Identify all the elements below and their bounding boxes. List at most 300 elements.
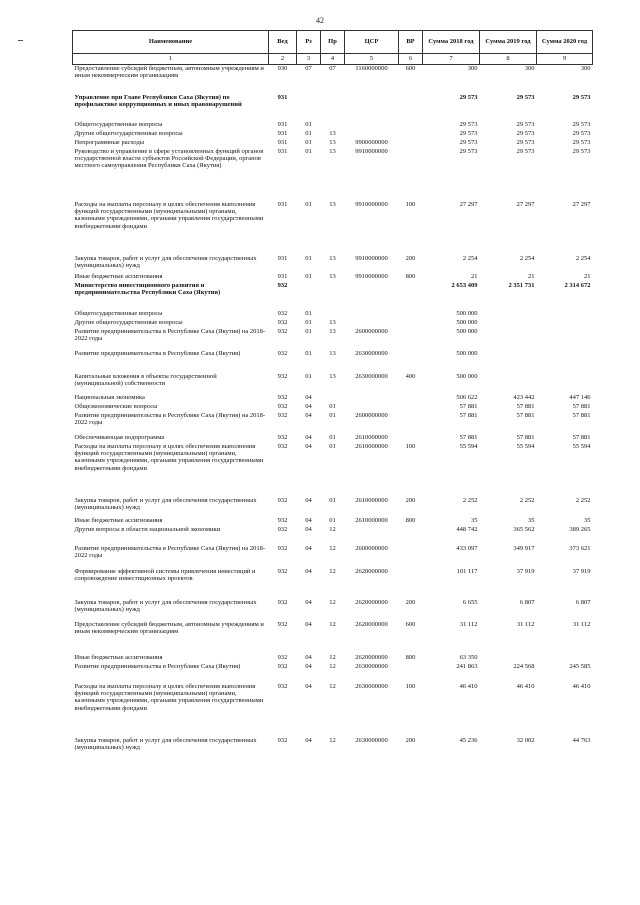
- row-csr: 2630000000: [355, 736, 388, 744]
- row-csr: 2600000000: [355, 411, 388, 419]
- row-sum-2019: [480, 310, 537, 319]
- table-row: [73, 599, 593, 617]
- row-rz: 01: [305, 200, 312, 208]
- table-row: [73, 526, 593, 535]
- row-sum-2018: 2 653 409: [451, 281, 478, 289]
- row-rz: 04: [305, 598, 312, 606]
- table-row: [73, 654, 593, 663]
- row-name: Развитие предпринимательства в Республике Саха (Якутия) на 2018-2022 годы: [74, 327, 266, 343]
- table-row: [73, 545, 593, 563]
- row-pr: [321, 310, 345, 319]
- row-rz: 04: [305, 442, 312, 450]
- row-sum-2018: 506 622: [456, 393, 478, 401]
- row-ved: 932: [277, 598, 288, 606]
- row-rz: 04: [305, 567, 312, 575]
- row-sum-2020: [537, 373, 593, 391]
- row-csr: 9910000000: [355, 254, 388, 262]
- table-row: [73, 663, 593, 681]
- row-csr: 2610000000: [355, 442, 388, 450]
- table-row: [73, 403, 593, 412]
- row-vr: [399, 139, 423, 148]
- column-number: 9: [537, 54, 593, 65]
- column-number: 3: [297, 54, 321, 65]
- row-pr: 12: [329, 598, 336, 606]
- table-row: [73, 394, 593, 403]
- row-sum-2019: 29 573: [516, 138, 535, 146]
- row-rz: 01: [305, 147, 312, 155]
- row-pr: [321, 282, 345, 300]
- row-name: Непрограммные расходы: [74, 138, 145, 146]
- row-sum-2020: 447 146: [569, 393, 591, 401]
- row-spacer: [73, 80, 593, 94]
- row-pr: 01: [329, 433, 336, 441]
- row-rz: 01: [305, 309, 312, 317]
- row-csr: 2630000000: [355, 682, 388, 690]
- row-ved: 932: [277, 653, 288, 661]
- row-rz: 04: [305, 525, 312, 533]
- table-row: [73, 412, 593, 430]
- row-pr: 12: [329, 662, 336, 670]
- row-csr: 2630000000: [355, 372, 388, 380]
- row-name: Закупка товаров, работ и услуг для обеспечения государственных (муниципальных) нужд: [74, 736, 257, 752]
- row-ved: 931: [277, 93, 288, 101]
- table-row: [73, 568, 593, 595]
- row-name: Расходы на выплаты персоналу в целях обеспечения выполнения функций государственными (муниципальными) органами, казенными учреждениями, органами управления государственными внебюджетными фондами: [74, 200, 264, 230]
- row-ved: 930: [277, 65, 288, 72]
- row-spacer: [73, 639, 593, 654]
- table-row: [73, 497, 593, 515]
- row-sum-2020: 35: [584, 516, 591, 524]
- row-pr: 12: [329, 653, 336, 661]
- row-sum-2020: 57 881: [572, 433, 591, 441]
- row-sum-2019: 57 881: [516, 411, 535, 419]
- row-vr: 100: [405, 682, 416, 690]
- row-sum-2020: 37 919: [572, 567, 591, 575]
- table-row: [73, 517, 593, 526]
- row-sum-2020: 27 297: [572, 200, 591, 208]
- row-sum-2020: 46 410: [572, 682, 591, 690]
- row-sum-2019: 423 442: [513, 393, 535, 401]
- row-rz: 01: [305, 272, 312, 280]
- row-csr: 2600000000: [355, 544, 388, 552]
- column-header-ved: Вед: [269, 31, 297, 54]
- row-csr: [345, 130, 399, 139]
- row-sum-2018: 29 573: [459, 138, 478, 146]
- row-csr: 2600000000: [355, 327, 388, 335]
- row-rz: [297, 94, 321, 112]
- row-sum-2018: 29 573: [459, 120, 478, 128]
- row-ved: 932: [277, 496, 288, 504]
- row-pr: 01: [329, 411, 336, 419]
- row-csr: 2620000000: [355, 620, 388, 628]
- row-csr: [345, 94, 399, 112]
- row-sum-2018: 29 573: [459, 93, 478, 101]
- table-row: [73, 121, 593, 130]
- table-row: [73, 373, 593, 391]
- row-sum-2020: 2 314 672: [564, 281, 591, 289]
- row-pr: 13: [329, 272, 336, 280]
- table-row: [73, 310, 593, 319]
- row-sum-2019: 224 568: [513, 662, 535, 670]
- row-rz: 04: [305, 736, 312, 744]
- row-pr: [321, 94, 345, 112]
- row-ved: 932: [277, 372, 288, 380]
- row-sum-2018: 448 742: [456, 525, 478, 533]
- column-header-sum-2019: Сумма 2019 год: [480, 31, 537, 54]
- row-vr: [399, 130, 423, 139]
- row-vr: [399, 310, 423, 319]
- table-row: [73, 130, 593, 139]
- row-name: Управление при Главе Республики Саха (Якутия) по профилактике коррупционных и иных правонарушений: [74, 93, 242, 109]
- table-row: [73, 201, 593, 247]
- row-pr: 12: [329, 525, 336, 533]
- row-ved: 932: [277, 411, 288, 419]
- table-body: [73, 65, 593, 755]
- column-header-name: Наименование: [73, 31, 269, 54]
- row-sum-2019: 29 573: [516, 129, 535, 137]
- row-name: Капитальные вложения в объекты государственной (муниципальной) собственности: [74, 372, 217, 388]
- row-name: Другие вопросы в области национальной экономики: [74, 525, 221, 533]
- table-row: [73, 737, 593, 755]
- row-vr: 800: [405, 516, 416, 524]
- row-ved: 932: [277, 309, 288, 317]
- row-sum-2019: 57 881: [516, 433, 535, 441]
- row-pr: 13: [329, 327, 336, 335]
- row-rz: 04: [305, 393, 312, 401]
- row-sum-2018: 500 000: [456, 372, 478, 380]
- table-row: [73, 683, 593, 729]
- row-sum-2018: 500 000: [456, 318, 478, 326]
- row-sum-2020: 245 585: [569, 662, 591, 670]
- row-rz: 01: [305, 327, 312, 335]
- table-row: [73, 94, 593, 112]
- row-name: Министерство инвестиционного развития и предпринимательства Республики Саха (Якутия): [74, 281, 221, 297]
- budget-table: [72, 30, 593, 755]
- row-name: Общеэкономические вопросы: [74, 402, 158, 410]
- row-csr: 2620000000: [355, 598, 388, 606]
- row-sum-2018: 27 297: [459, 200, 478, 208]
- row-sum-2018: 35: [471, 516, 478, 524]
- row-spacer: [73, 535, 593, 545]
- row-sum-2019: 35: [528, 516, 535, 524]
- row-csr: 9900000000: [355, 138, 388, 146]
- row-sum-2018: 29 573: [459, 147, 478, 155]
- row-vr: [399, 412, 423, 430]
- row-vr: [399, 568, 423, 595]
- row-vr: [399, 394, 423, 403]
- row-sum-2019: 29 573: [516, 120, 535, 128]
- row-csr: 2610000000: [355, 433, 388, 441]
- row-rz: 01: [305, 129, 312, 137]
- row-rz: 04: [305, 662, 312, 670]
- row-sum-2019: 37 919: [516, 567, 535, 575]
- row-pr: 13: [329, 318, 336, 326]
- row-name: Расходы на выплаты персоналу в целях обеспечения выполнения функций государственными (муниципальными) органами, казенными учреждениями, органами управления государственными внебюджетными фондами: [74, 442, 264, 472]
- row-sum-2018: 46 410: [459, 682, 478, 690]
- row-name: Предоставление субсидий бюджетным, автономным учреждениям и иным некоммерческим организациям: [74, 65, 264, 80]
- row-sum-2020: 29 573: [572, 147, 591, 155]
- row-csr: 2630000000: [355, 662, 388, 670]
- row-vr: 100: [405, 442, 416, 450]
- column-number: 6: [399, 54, 423, 65]
- row-vr: [399, 403, 423, 412]
- row-ved: 932: [277, 393, 288, 401]
- table-row: [73, 65, 593, 80]
- row-pr: 07: [329, 65, 336, 72]
- row-vr: 200: [405, 254, 416, 262]
- row-csr: [345, 319, 399, 328]
- row-sum-2020: 55 594: [572, 442, 591, 450]
- row-name: Закупка товаров, работ и услуг для обеспечения государственных (муниципальных) нужд: [74, 254, 257, 270]
- row-sum-2020: 2 254: [575, 254, 591, 262]
- table-row: [73, 443, 593, 489]
- row-vr: 200: [405, 598, 416, 606]
- row-vr: [399, 282, 423, 300]
- row-csr: 1160000000: [355, 65, 388, 72]
- table-row: [73, 328, 593, 346]
- row-sum-2018: 57 881: [459, 433, 478, 441]
- table-row: [73, 148, 593, 185]
- row-rz: 01: [305, 120, 312, 128]
- row-sum-2020: [537, 319, 593, 328]
- row-sum-2019: 57 881: [516, 402, 535, 410]
- row-sum-2019: 349 917: [513, 544, 535, 552]
- row-sum-2019: [480, 350, 537, 368]
- row-spacer: [73, 729, 593, 737]
- row-rz: 04: [305, 682, 312, 690]
- row-sum-2018: 45 236: [459, 736, 478, 744]
- row-sum-2020: 29 573: [572, 120, 591, 128]
- row-pr: 13: [329, 129, 336, 137]
- row-pr: [321, 121, 345, 130]
- row-pr: 01: [329, 516, 336, 524]
- row-sum-2020: 300: [580, 65, 591, 72]
- row-sum-2018: 241 863: [456, 662, 478, 670]
- row-sum-2019: 2 351 731: [508, 281, 535, 289]
- column-header-csr: ЦСР: [345, 31, 399, 54]
- row-ved: 932: [277, 349, 288, 357]
- row-csr: 2620000000: [355, 567, 388, 575]
- row-rz: 04: [305, 433, 312, 441]
- row-vr: [399, 319, 423, 328]
- row-sum-2019: 29 573: [516, 93, 535, 101]
- row-ved: 932: [277, 433, 288, 441]
- row-csr: [345, 526, 399, 535]
- row-sum-2019: 300: [524, 65, 535, 72]
- row-ved: 932: [277, 662, 288, 670]
- table-row: [73, 434, 593, 443]
- row-pr: 01: [329, 442, 336, 450]
- row-rz: 04: [305, 516, 312, 524]
- row-ved: 932: [277, 442, 288, 450]
- row-rz: 04: [305, 402, 312, 410]
- row-sum-2019: 2 252: [519, 496, 535, 504]
- row-spacer: [73, 300, 593, 310]
- row-sum-2019: 32 002: [516, 736, 535, 744]
- column-number: 5: [345, 54, 399, 65]
- row-vr: [399, 526, 423, 535]
- column-number: 1: [73, 54, 269, 65]
- row-sum-2019: [480, 328, 537, 346]
- row-ved: 932: [277, 682, 288, 690]
- row-pr: 13: [329, 138, 336, 146]
- row-pr: 13: [329, 254, 336, 262]
- row-sum-2018: 300: [467, 65, 478, 72]
- row-sum-2019: 365 562: [513, 525, 535, 533]
- row-sum-2020: [537, 328, 593, 346]
- row-name: Закупка товаров, работ и услуг для обеспечения государственных (муниципальных) нужд: [74, 598, 257, 614]
- row-sum-2020: 29 573: [572, 129, 591, 137]
- row-ved: 931: [277, 129, 288, 137]
- row-sum-2018: 500 000: [456, 309, 478, 317]
- row-ved: 932: [277, 402, 288, 410]
- row-spacer: [73, 185, 593, 201]
- row-sum-2020: [537, 654, 593, 663]
- row-pr: 12: [329, 620, 336, 628]
- row-sum-2018: 21: [471, 272, 478, 280]
- row-csr: 9910000000: [355, 200, 388, 208]
- row-sum-2020: 389 265: [569, 525, 591, 533]
- row-sum-2019: [480, 319, 537, 328]
- row-pr: 01: [329, 402, 336, 410]
- row-csr: 9910000000: [355, 272, 388, 280]
- row-name: Общегосударственные вопросы: [74, 120, 163, 128]
- row-sum-2020: 31 112: [572, 620, 591, 628]
- row-ved: 931: [277, 120, 288, 128]
- row-sum-2018: 500 000: [456, 349, 478, 357]
- row-sum-2020: 29 573: [572, 93, 591, 101]
- row-name: Национальная экономика: [74, 393, 145, 401]
- row-sum-2020: 21: [584, 272, 591, 280]
- row-vr: [399, 94, 423, 112]
- page-number: 42: [316, 16, 324, 25]
- row-vr: [399, 545, 423, 563]
- row-sum-2020: 29 573: [572, 138, 591, 146]
- table-row: [73, 350, 593, 368]
- row-sum-2020: 6 807: [575, 598, 591, 606]
- row-pr: 13: [329, 200, 336, 208]
- row-csr: [345, 394, 399, 403]
- table-row: [73, 139, 593, 148]
- row-csr: 2610000000: [355, 496, 388, 504]
- row-ved: 931: [277, 138, 288, 146]
- row-sum-2018: 29 573: [459, 129, 478, 137]
- table-row: [73, 255, 593, 273]
- row-sum-2019: 21: [528, 272, 535, 280]
- row-csr: 9910000000: [355, 147, 388, 155]
- row-pr: 12: [329, 736, 336, 744]
- row-name: Развитие предпринимательства в Республике Саха (Якутия): [74, 662, 241, 670]
- row-sum-2020: [537, 310, 593, 319]
- table-header-row: [73, 31, 593, 54]
- row-vr: 100: [405, 200, 416, 208]
- row-sum-2019: 29 573: [516, 147, 535, 155]
- row-vr: 200: [405, 496, 416, 504]
- column-header-sum-2020: Сумма 2020 год: [537, 31, 593, 54]
- row-ved: 931: [277, 272, 288, 280]
- row-sum-2019: [480, 373, 537, 391]
- row-name: Общегосударственные вопросы: [74, 309, 163, 317]
- row-name: Развитие предпринимательства в Республике Саха (Якутия) на 2018-2022 годы: [74, 411, 266, 427]
- row-vr: [399, 350, 423, 368]
- row-sum-2019: 6 807: [519, 598, 535, 606]
- row-pr: 13: [329, 372, 336, 380]
- row-csr: [345, 310, 399, 319]
- row-sum-2018: 57 881: [459, 402, 478, 410]
- row-ved: 932: [277, 281, 288, 289]
- row-csr: [345, 403, 399, 412]
- row-sum-2019: 55 594: [516, 442, 535, 450]
- row-name: Обеспечивающая подпрограмма: [74, 433, 165, 441]
- column-number-row: [73, 54, 593, 65]
- row-sum-2018: 63 350: [459, 653, 478, 661]
- row-pr: 12: [329, 682, 336, 690]
- row-vr: [399, 663, 423, 681]
- column-number: 8: [480, 54, 537, 65]
- row-name: Закупка товаров, работ и услуг для обеспечения государственных (муниципальных) нужд: [74, 496, 257, 512]
- row-name: Расходы на выплаты персоналу в целях обеспечения выполнения функций государственными (муниципальными) органами, казенными учреждениями, органами управления государственными внебюджетными фондами: [74, 682, 264, 712]
- row-rz: 04: [305, 411, 312, 419]
- row-pr: 01: [329, 496, 336, 504]
- row-spacer: [73, 247, 593, 255]
- row-sum-2018: 2 254: [462, 254, 478, 262]
- row-sum-2018: 55 594: [459, 442, 478, 450]
- row-ved: 932: [277, 516, 288, 524]
- row-name: Развитие предпринимательства в Республике Саха (Якутия): [74, 349, 241, 357]
- row-sum-2020: 57 881: [572, 411, 591, 419]
- row-pr: 13: [329, 147, 336, 155]
- row-vr: [399, 434, 423, 443]
- row-name: Формирование эффективной системы привлечения инвестиций и сопровождение инвестиционных проектов: [74, 567, 256, 583]
- row-sum-2019: 27 297: [516, 200, 535, 208]
- row-vr: 600: [405, 65, 416, 72]
- row-sum-2018: 500 000: [456, 327, 478, 335]
- row-vr: 800: [405, 272, 416, 280]
- row-vr: 600: [405, 620, 416, 628]
- row-name: Руководство и управление в сфере установленных функций органов государственной власти субъектов Российской Федерации, органов местного самоуправления Республики Саха (Якутия): [74, 147, 264, 170]
- row-sum-2020: 2 252: [575, 496, 591, 504]
- row-vr: [399, 148, 423, 185]
- column-number: 2: [269, 54, 297, 65]
- column-header-sum-2018: Сумма 2018 год: [423, 31, 480, 54]
- row-spacer: [73, 489, 593, 497]
- row-spacer: [73, 112, 593, 121]
- table-row: [73, 273, 593, 282]
- row-pr: 12: [329, 544, 336, 552]
- row-rz: 07: [305, 65, 312, 72]
- row-sum-2019: 31 112: [516, 620, 535, 628]
- row-name: Другие общегосударственные вопросы: [74, 318, 183, 326]
- row-csr: 2630000000: [355, 349, 388, 357]
- row-ved: 932: [277, 525, 288, 533]
- row-sum-2020: 57 881: [572, 402, 591, 410]
- row-sum-2018: 101 117: [456, 567, 478, 575]
- row-vr: 400: [405, 372, 416, 380]
- row-ved: 932: [277, 318, 288, 326]
- row-sum-2018: 6 655: [462, 598, 478, 606]
- row-name: Иные бюджетные ассигнования: [74, 516, 163, 524]
- row-rz: 01: [305, 349, 312, 357]
- row-vr: [399, 121, 423, 130]
- row-name: Развитие предпринимательства в Республике Саха (Якутия) на 2018-2022 годы: [74, 544, 266, 560]
- row-rz: [297, 282, 321, 300]
- margin-tick-mark: [18, 40, 23, 41]
- row-ved: 932: [277, 736, 288, 744]
- row-pr: [321, 394, 345, 403]
- row-ved: 932: [277, 620, 288, 628]
- row-ved: 931: [277, 147, 288, 155]
- row-rz: 04: [305, 653, 312, 661]
